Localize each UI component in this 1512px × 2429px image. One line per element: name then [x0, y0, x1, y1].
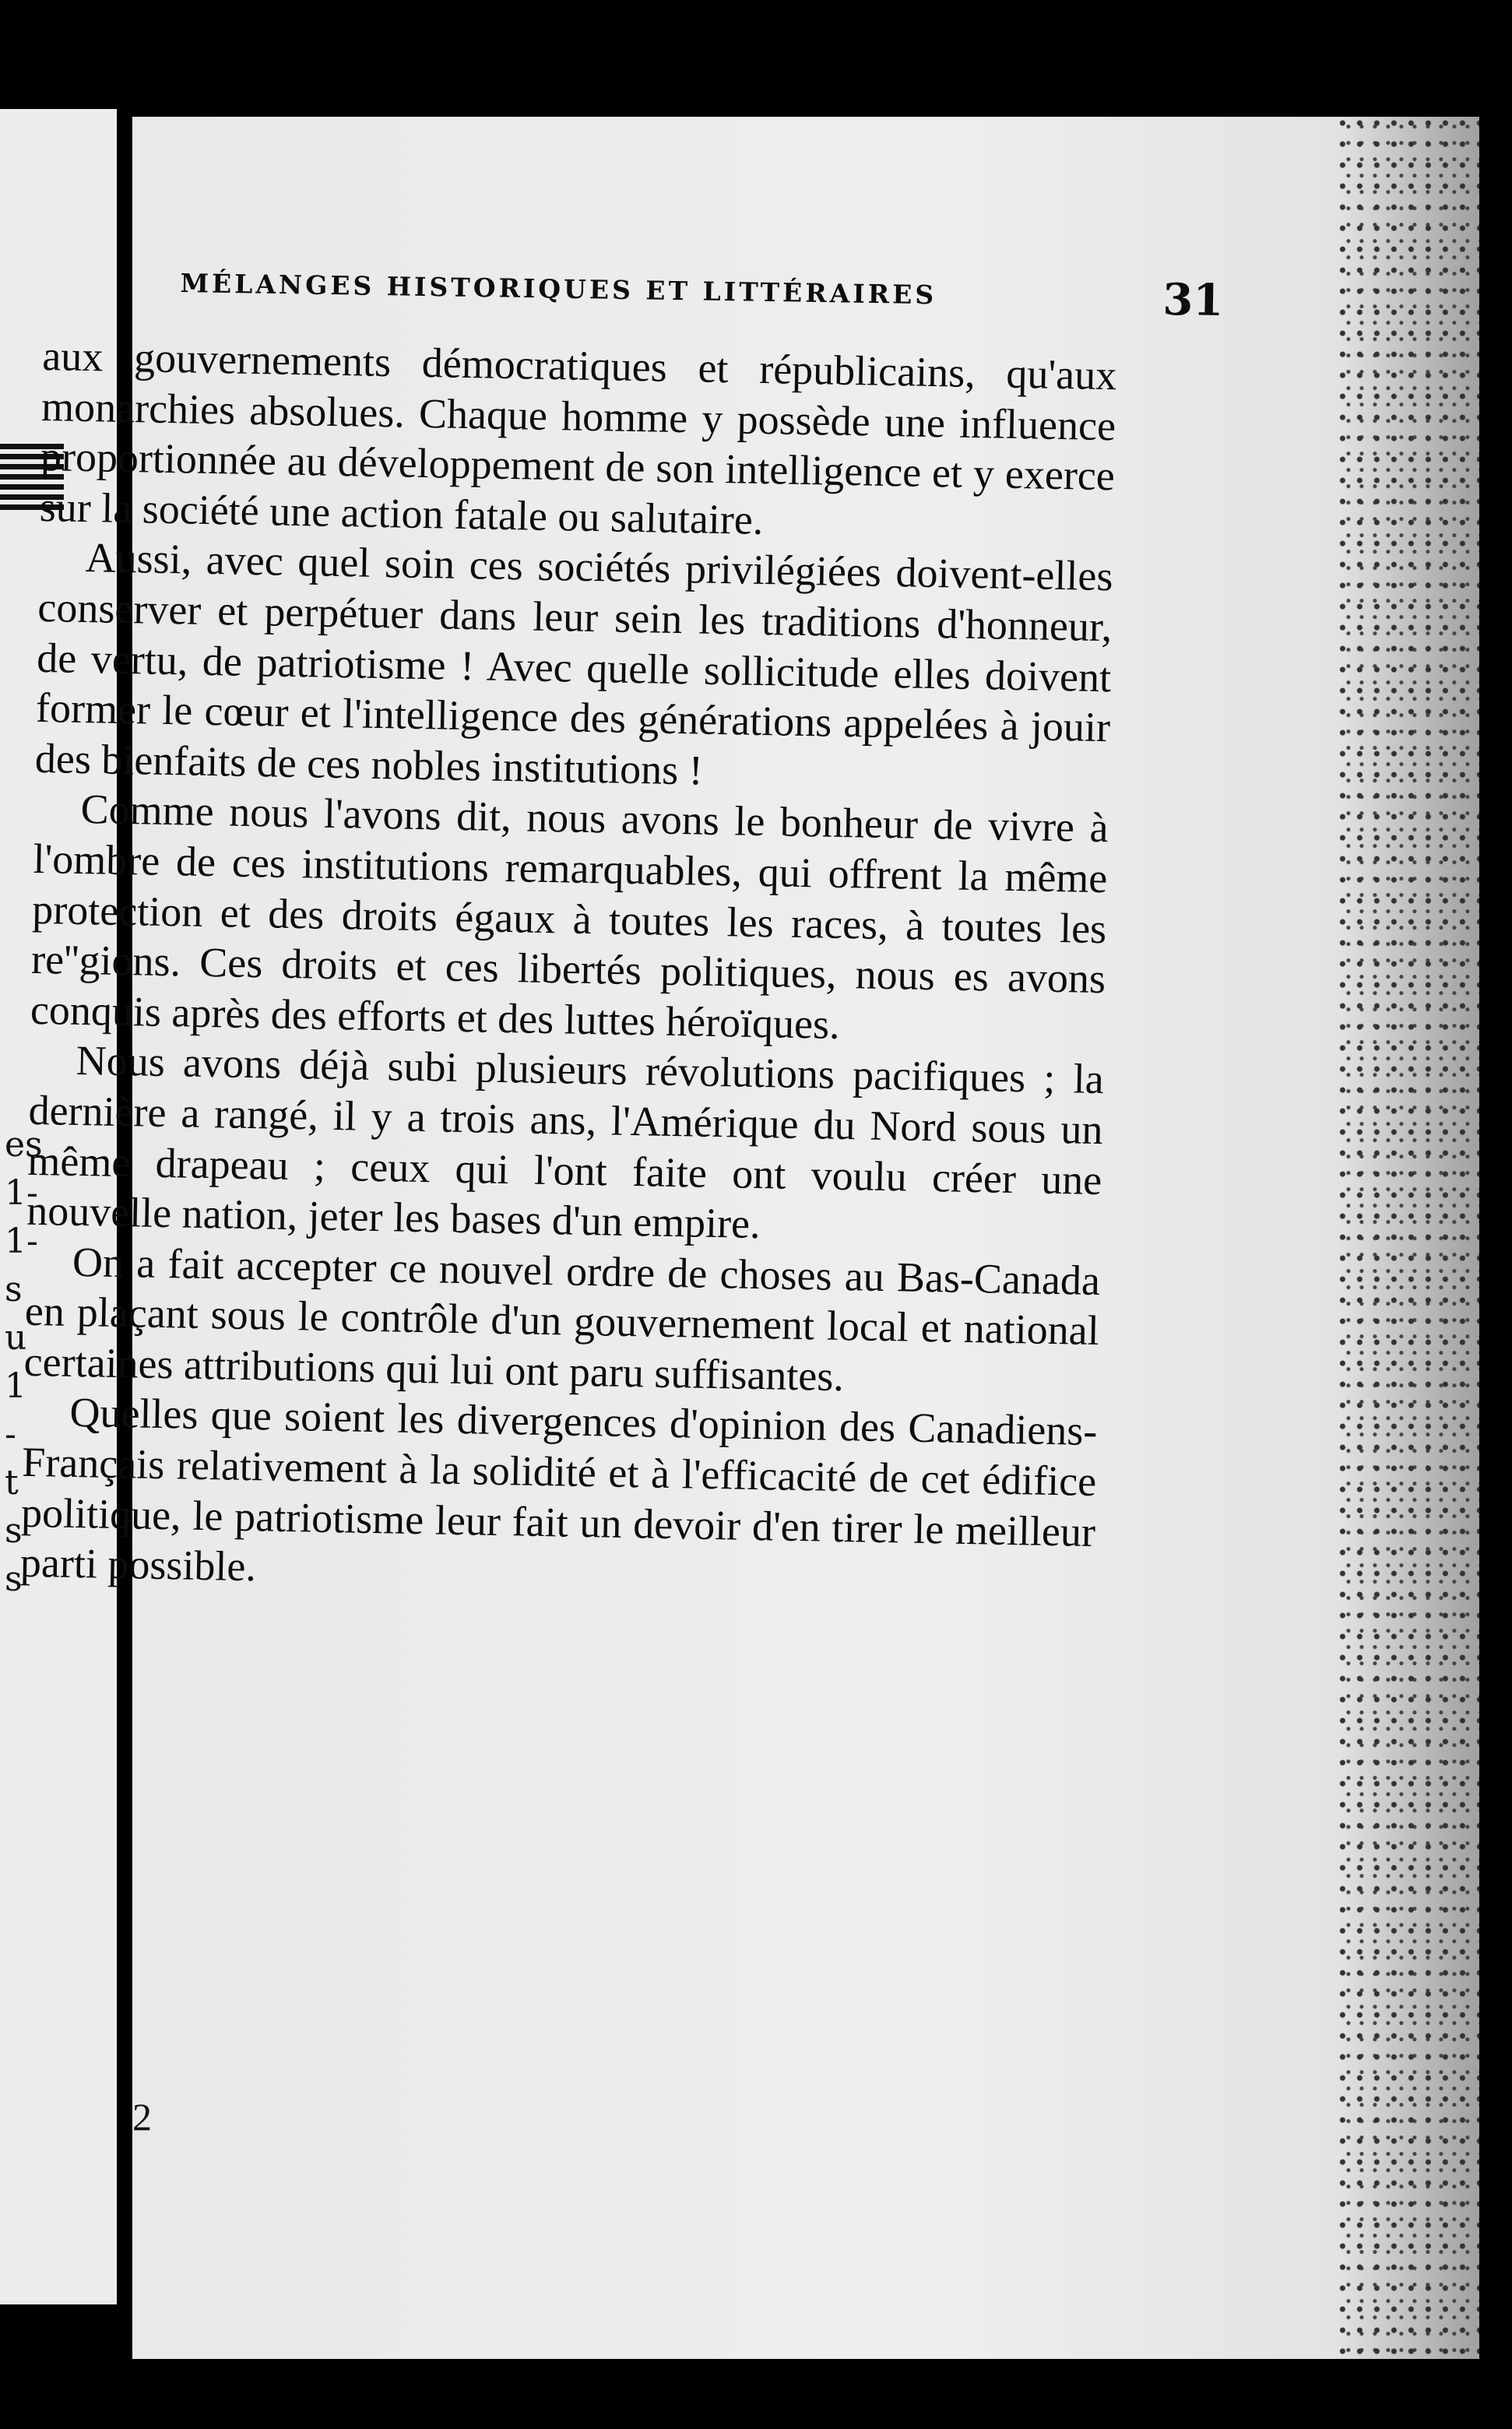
paragraph: Comme nous l'avons dit, nous avons le bonheur de vivre à l'ombre de ces institutions remarquables, qui offrent la même protection et des droits égaux à toutes les races, à toutes les re''gions. Ces droits et ces libertés politiques, nous es avons conquis après des efforts et des luttes héroïques. — [30, 786, 1109, 1048]
page-number: 31 — [1162, 273, 1224, 327]
fragment: - — [5, 1415, 16, 1454]
fragment: es — [5, 1125, 43, 1165]
fragment: 1- — [5, 1173, 38, 1213]
paragraph: Aussi, avec quel soin ces sociétés privilégiées doivent-elles conserver et perpétuer dans leur sein les traditions d'honneur, de vertu, de patriotisme ! Avec quelle sollicitude elles doivent former le cœur et l'intelligence des générations appelées à jouir des bienfaits de ces nobles institutions ! — [34, 534, 1113, 794]
fragment: 1 — [5, 1366, 26, 1406]
running-title: MÉLANGES HISTORIQUES ET LITTÉRAIRES — [180, 267, 937, 311]
paragraph: Nous avons déjà subi plusieurs révolutions pacifiques ; la dernière a rangé, il y a trois ans, l'Amérique du Nord sous un même drapeau ; ceux qui l'ont faite ont voulu créer une nouvelle nation, jeter les bases d'un empire. — [26, 1037, 1105, 1248]
fragment: 1- — [5, 1222, 38, 1261]
paragraph: On a fait accepter ce nouvel ordre de choses au Bas-Canada en plaçant sous le contrôle d'un gouvernement local et national certaines attributions qui lui ont paru suffisantes. — [23, 1238, 1101, 1400]
signature-mark: 2 — [132, 2095, 152, 2139]
fragment: s — [5, 1511, 23, 1551]
fragment: s — [5, 1270, 23, 1309]
paragraph: Quelles que soient les divergences d'opinion des Canadiens-Français relativement à la solidité et à l'efficacité de cet édifice politique, le patriotisme leur fait un devoir d'en tirer le meilleur parti possible. — [19, 1389, 1098, 1591]
fragment: t — [5, 1463, 19, 1503]
paragraph: aux gouvernements démocratiques et républicains, qu'aux monarchies absolues. Chaque homme y possède une influence proportionnée au développement de son intelligence et y exerce sur la société une action fatale ou salutaire. — [39, 332, 1117, 543]
page-edge-shadow — [1339, 117, 1479, 2359]
body-text — [19, 331, 1116, 1608]
fragment: s — [5, 1559, 23, 1599]
fragment: u — [5, 1318, 27, 1358]
